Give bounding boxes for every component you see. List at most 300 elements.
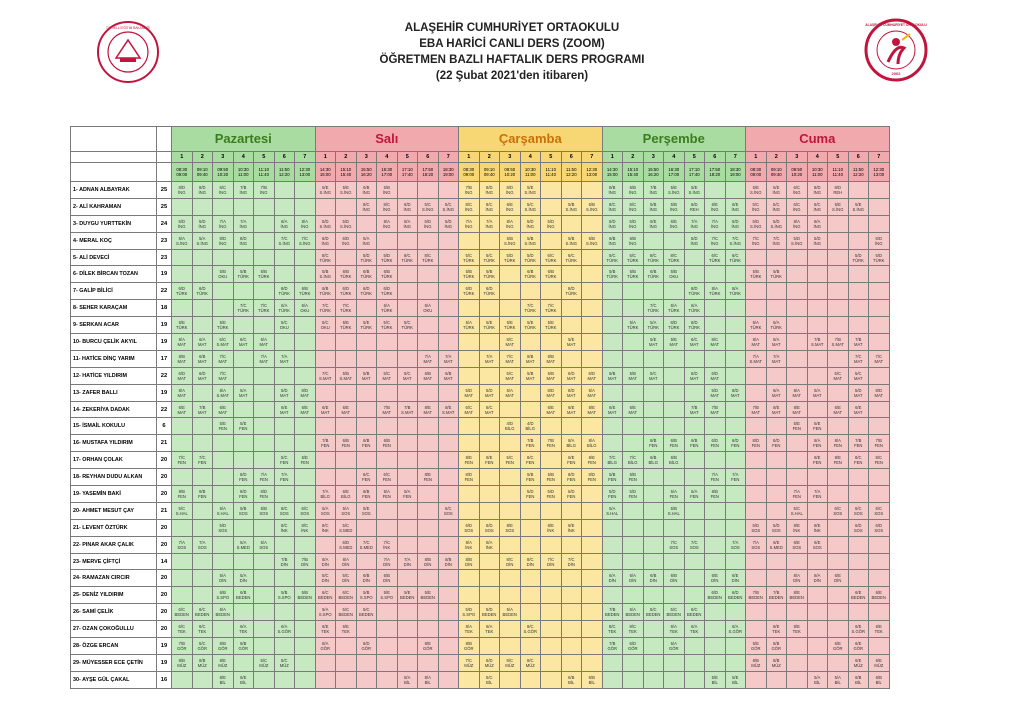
lesson-class: 5/B <box>568 235 575 241</box>
lesson-cell <box>746 182 767 199</box>
lesson-cell <box>336 536 357 553</box>
lesson-cell <box>869 215 890 232</box>
lesson-cell <box>705 486 726 503</box>
lesson-class: 7/A <box>691 218 698 224</box>
lesson-class: 8/A <box>219 387 226 393</box>
lesson-cell <box>459 350 480 367</box>
period-time <box>336 163 357 182</box>
lesson-cell <box>459 334 480 351</box>
lesson-cell <box>315 182 336 199</box>
lesson-subject: FEN <box>628 477 637 483</box>
lesson-class: 8/E <box>834 455 841 461</box>
lesson-subject: MÜZ <box>279 662 289 668</box>
lesson-class: 8/A <box>814 438 821 444</box>
lesson-cell <box>807 215 828 232</box>
lesson-cell <box>192 300 213 317</box>
lesson-subject: İNG <box>506 206 514 212</box>
lesson-cell <box>602 570 623 587</box>
lesson-class: 5/A <box>240 539 247 545</box>
lesson-cell <box>356 350 377 367</box>
lesson-subject: SOS <box>197 544 207 550</box>
lesson-cell <box>582 266 603 283</box>
lesson-cell <box>725 587 746 604</box>
lesson-cell <box>254 334 275 351</box>
lesson-cell <box>336 350 357 367</box>
lesson-class: 5/D <box>711 387 719 393</box>
lesson-cell <box>766 182 787 199</box>
lesson-cell <box>561 469 582 486</box>
lesson-cell <box>336 232 357 249</box>
lesson-class: 6/B <box>629 184 636 190</box>
lesson-cell <box>438 367 459 384</box>
lesson-subject: BİLG <box>525 426 536 432</box>
lesson-subject: TEK <box>690 629 699 635</box>
lesson-cell <box>315 604 336 621</box>
lesson-cell <box>377 604 398 621</box>
lesson-class: 7/C <box>772 235 780 241</box>
lesson-cell <box>766 334 787 351</box>
lesson-cell <box>725 249 746 266</box>
lesson-cell <box>848 553 869 570</box>
lesson-class: 6/D <box>854 522 862 528</box>
lesson-subject: MAT <box>710 392 720 398</box>
lesson-cell <box>828 418 849 435</box>
lesson-class: 6/C <box>280 505 288 511</box>
lesson-subject: GÖR <box>750 645 761 651</box>
lesson-class: 7/C <box>629 455 637 461</box>
lesson-subject: MAT <box>443 358 453 364</box>
teacher-row <box>71 182 890 199</box>
lesson-cell <box>233 570 254 587</box>
lesson-cell <box>213 283 234 300</box>
lesson-cell <box>172 654 193 671</box>
lesson-class: 5/E <box>363 320 370 326</box>
lesson-cell <box>479 300 500 317</box>
lesson-cell <box>500 604 521 621</box>
lesson-count: 25 <box>157 198 172 215</box>
lesson-cell <box>520 266 541 283</box>
lesson-cell <box>192 587 213 604</box>
lesson-subject: S.İNG <box>319 189 331 195</box>
lesson-cell <box>315 367 336 384</box>
lesson-cell <box>295 350 316 367</box>
lesson-cell <box>541 587 562 604</box>
lesson-class: 7/C <box>875 353 883 359</box>
lesson-cell <box>295 502 316 519</box>
lesson-cell <box>664 536 685 553</box>
lesson-cell <box>418 671 439 688</box>
lesson-class: 7/A <box>445 353 452 359</box>
lesson-cell <box>356 570 377 587</box>
lesson-cell <box>233 621 254 638</box>
lesson-subject: SOS <box>689 544 699 550</box>
lesson-cell <box>397 452 418 469</box>
lesson-subject: BİL <box>404 679 411 685</box>
teacher-name: 16- MUSTAFA YILDIRIM <box>71 435 157 452</box>
lesson-class: 5/E <box>650 336 657 342</box>
lesson-class: 8/E <box>814 522 821 528</box>
lesson-cell <box>602 401 623 418</box>
lesson-class: 5/D <box>198 218 206 224</box>
lesson-cell <box>705 418 726 435</box>
lesson-cell <box>705 621 726 638</box>
lesson-class: 8/D <box>506 184 514 190</box>
lesson-cell <box>356 604 377 621</box>
lesson-class: 7/A <box>240 218 247 224</box>
lesson-cell <box>192 621 213 638</box>
lesson-class: 7/C <box>198 455 206 461</box>
lesson-cell <box>172 182 193 199</box>
lesson-subject: MAT <box>751 341 761 347</box>
lesson-subject: S.HAL <box>216 510 229 516</box>
lesson-class: 8/E <box>793 624 800 630</box>
lesson-cell <box>705 519 726 536</box>
lesson-class: 6/E <box>875 624 882 630</box>
lesson-subject: BEDEN <box>707 595 722 601</box>
lesson-class: 5/E <box>568 336 575 342</box>
lesson-subject: FEN <box>854 460 863 466</box>
lesson-subject: TÜRK <box>401 257 413 263</box>
lesson-cell <box>582 334 603 351</box>
teacher-name: 14- ZEKERİYA DADAK <box>71 401 157 418</box>
lesson-cell <box>602 536 623 553</box>
lesson-cell <box>274 638 295 655</box>
lesson-class: 6/D <box>342 539 350 545</box>
corner-cell <box>71 152 157 163</box>
lesson-count: 22 <box>157 283 172 300</box>
lesson-cell <box>295 435 316 452</box>
lesson-subject: MAT <box>771 358 781 364</box>
lesson-cell <box>602 654 623 671</box>
lesson-cell <box>582 452 603 469</box>
lesson-subject: MAT <box>546 375 556 381</box>
lesson-cell <box>807 604 828 621</box>
lesson-count: 6 <box>157 418 172 435</box>
lesson-cell <box>213 486 234 503</box>
lesson-cell <box>315 232 336 249</box>
lesson-cell <box>233 283 254 300</box>
lesson-cell <box>295 334 316 351</box>
lesson-cell <box>459 452 480 469</box>
lesson-cell <box>725 401 746 418</box>
lesson-subject: BİLG <box>648 460 659 466</box>
lesson-cell <box>746 519 767 536</box>
lesson-subject: İNG <box>629 240 637 246</box>
lesson-cell <box>459 317 480 334</box>
lesson-subject: İNG <box>198 189 206 195</box>
lesson-cell <box>500 418 521 435</box>
lesson-cell <box>869 570 890 587</box>
lesson-cell <box>274 384 295 401</box>
lesson-class: 8/B <box>445 556 452 562</box>
lesson-cell <box>725 654 746 671</box>
subtitle-line: EBA HARİCİ CANLI DERS (ZOOM) <box>419 38 605 50</box>
time-end: 16:20 <box>360 172 372 177</box>
lesson-subject: S.GÖR <box>523 629 537 635</box>
lesson-subject: SOS <box>320 510 330 516</box>
lesson-count: 21 <box>157 435 172 452</box>
lesson-cell <box>172 232 193 249</box>
lesson-cell <box>438 452 459 469</box>
lesson-subject: REH <box>833 189 843 195</box>
lesson-class: 8/A <box>752 336 759 342</box>
lesson-class: 6/D <box>731 438 739 444</box>
lesson-cell <box>602 604 623 621</box>
lesson-class: 8/C <box>608 624 616 630</box>
lesson-cell <box>336 570 357 587</box>
time-start: 14:30 <box>319 167 331 172</box>
lesson-class: 8/D <box>198 184 206 190</box>
lesson-subject: TÜRK <box>709 257 721 263</box>
lesson-cell <box>397 502 418 519</box>
lesson-cell <box>746 350 767 367</box>
lesson-cell <box>213 570 234 587</box>
lesson-class: 6/D <box>403 201 411 207</box>
lesson-subject: SOS <box>874 510 884 516</box>
lesson-class: 8/A <box>281 218 288 224</box>
lesson-cell <box>787 266 808 283</box>
lesson-cell <box>725 536 746 553</box>
lesson-cell <box>520 198 541 215</box>
lesson-cell <box>459 536 480 553</box>
lesson-cell <box>479 519 500 536</box>
lesson-cell <box>479 283 500 300</box>
lesson-class: 6/E <box>855 657 862 663</box>
lesson-cell <box>274 215 295 232</box>
lesson-cell <box>664 401 685 418</box>
lesson-cell <box>459 621 480 638</box>
lesson-subject: SOS <box>853 510 863 516</box>
lesson-class: 6/D <box>711 590 719 596</box>
lesson-subject: TÜRK <box>422 257 434 263</box>
lesson-cell <box>848 570 869 587</box>
lesson-class: 8/E <box>793 522 800 528</box>
lesson-class: 7/B <box>752 404 759 410</box>
lesson-cell <box>623 638 644 655</box>
period-time <box>172 163 193 182</box>
period-time <box>315 163 336 182</box>
lesson-class: 5/E <box>486 320 493 326</box>
lesson-cell <box>397 232 418 249</box>
lesson-class: 7/B <box>691 404 698 410</box>
lesson-cell <box>848 384 869 401</box>
lesson-subject: İNG <box>772 206 780 212</box>
corner-cell <box>157 152 172 163</box>
lesson-subject: İNK <box>383 544 391 550</box>
lesson-cell <box>315 519 336 536</box>
lesson-cell <box>377 519 398 536</box>
lesson-subject: GÖR <box>607 645 618 651</box>
lesson-cell <box>807 317 828 334</box>
lesson-subject: TEK <box>485 629 494 635</box>
period-time <box>643 163 664 182</box>
lesson-subject: DİN <box>793 578 801 584</box>
lesson-subject: MAT <box>566 341 576 347</box>
time-end: 15:40 <box>627 172 639 177</box>
lesson-cell <box>787 486 808 503</box>
lesson-subject: SOS <box>464 527 474 533</box>
lesson-cell <box>459 654 480 671</box>
lesson-cell <box>418 401 439 418</box>
lesson-cell <box>807 536 828 553</box>
period-time <box>541 163 562 182</box>
lesson-cell <box>274 452 295 469</box>
lesson-cell <box>254 570 275 587</box>
lesson-cell <box>746 452 767 469</box>
lesson-subject: MAT <box>525 375 535 381</box>
lesson-class: 5/D <box>383 252 391 258</box>
lesson-subject: FEN <box>874 460 883 466</box>
lesson-subject: FEN <box>526 443 535 449</box>
time-start: 17:10 <box>401 167 413 172</box>
lesson-cell <box>807 384 828 401</box>
lesson-cell <box>787 435 808 452</box>
lesson-count: 23 <box>157 232 172 249</box>
lesson-subject: FEN <box>239 477 248 483</box>
lesson-cell <box>869 671 890 688</box>
lesson-cell <box>254 486 275 503</box>
lesson-cell <box>397 435 418 452</box>
lesson-subject: İNG <box>772 189 780 195</box>
lesson-subject: FEN <box>259 477 268 483</box>
lesson-subject: GÖR <box>176 645 187 651</box>
lesson-cell <box>807 182 828 199</box>
lesson-cell <box>418 266 439 283</box>
lesson-cell <box>397 486 418 503</box>
lesson-cell <box>479 536 500 553</box>
lesson-subject: SOS <box>259 510 269 516</box>
lesson-class: 7/A <box>752 539 759 545</box>
lesson-cell <box>254 215 275 232</box>
lesson-cell <box>397 198 418 215</box>
lesson-cell <box>377 486 398 503</box>
teacher-name: 9- SERKAN ACAR <box>71 317 157 334</box>
lesson-subject: MAT <box>279 409 289 415</box>
lesson-cell <box>848 536 869 553</box>
lesson-subject: FEN <box>567 460 576 466</box>
lesson-cell <box>684 418 705 435</box>
lesson-cell <box>561 418 582 435</box>
lesson-cell <box>869 367 890 384</box>
lesson-class: 6/B <box>650 455 657 461</box>
lesson-cell <box>664 638 685 655</box>
lesson-cell <box>684 401 705 418</box>
lesson-subject: MAT <box>546 392 556 398</box>
lesson-class: 8/E <box>568 522 575 528</box>
period-time <box>623 163 644 182</box>
lesson-subject: S.SPO <box>380 595 394 601</box>
lesson-cell <box>664 587 685 604</box>
lesson-cell <box>418 604 439 621</box>
lesson-cell <box>356 300 377 317</box>
lesson-subject: MAT <box>566 392 576 398</box>
period-time <box>192 163 213 182</box>
lesson-cell <box>438 350 459 367</box>
lesson-cell <box>828 587 849 604</box>
lesson-cell <box>274 249 295 266</box>
lesson-cell <box>213 266 234 283</box>
lesson-cell <box>172 283 193 300</box>
period-time <box>479 163 500 182</box>
lesson-cell <box>541 452 562 469</box>
lesson-class: 5/B <box>588 235 595 241</box>
lesson-subject: FEN <box>813 426 822 432</box>
lesson-cell <box>213 249 234 266</box>
lesson-class: 6/E <box>855 590 862 596</box>
lesson-cell <box>541 604 562 621</box>
lesson-subject: MAT <box>853 409 863 415</box>
time-start: 12:30 <box>586 167 598 172</box>
period-number: 2 <box>623 152 644 163</box>
lesson-cell <box>520 249 541 266</box>
lesson-class: 5/A <box>588 387 595 393</box>
lesson-cell <box>377 249 398 266</box>
lesson-cell <box>766 671 787 688</box>
lesson-subject: MAT <box>464 392 474 398</box>
lesson-class: 6/B <box>342 269 349 275</box>
lesson-cell <box>438 182 459 199</box>
lesson-cell <box>315 654 336 671</box>
teacher-row <box>71 587 890 604</box>
lesson-cell <box>664 502 685 519</box>
lesson-subject: BİLG <box>668 460 679 466</box>
lesson-cell <box>828 198 849 215</box>
lesson-cell <box>315 638 336 655</box>
lesson-cell <box>807 654 828 671</box>
lesson-class: 5/D <box>629 218 637 224</box>
lesson-cell <box>397 570 418 587</box>
lesson-cell <box>479 367 500 384</box>
lesson-cell <box>315 300 336 317</box>
lesson-class: 8/A <box>301 218 308 224</box>
lesson-class: 6/E <box>855 624 862 630</box>
lesson-subject: TÜRK <box>360 257 372 263</box>
lesson-class: 6/B <box>670 438 677 444</box>
period-time <box>438 163 459 182</box>
lesson-cell <box>438 536 459 553</box>
lesson-cell <box>828 401 849 418</box>
lesson-cell <box>561 401 582 418</box>
lesson-subject: İNG <box>239 223 247 229</box>
lesson-cell <box>336 502 357 519</box>
lesson-count: 21 <box>157 502 172 519</box>
lesson-cell <box>295 553 316 570</box>
teacher-name: 10- BURCU ÇELİK AKYIL <box>71 334 157 351</box>
teacher-row <box>71 418 890 435</box>
lesson-subject: FEN <box>854 443 863 449</box>
lesson-cell <box>418 384 439 401</box>
lesson-cell <box>418 654 439 671</box>
lesson-class: 5/B <box>629 472 636 478</box>
lesson-class: 6/D <box>875 235 883 241</box>
lesson-cell <box>643 384 664 401</box>
lesson-cell <box>582 519 603 536</box>
lesson-cell <box>623 350 644 367</box>
lesson-count: 19 <box>157 638 172 655</box>
lesson-subject: MAT <box>874 358 884 364</box>
lesson-subject: MÜZ <box>259 662 269 668</box>
lesson-class: 8/A <box>773 387 780 393</box>
period-time <box>602 163 623 182</box>
lesson-cell <box>807 519 828 536</box>
lesson-class: 5/C <box>752 201 760 207</box>
lesson-cell <box>438 418 459 435</box>
lesson-subject: İNG <box>731 206 739 212</box>
lesson-subject: TÜRK <box>668 325 680 331</box>
lesson-cell <box>643 638 664 655</box>
lesson-class: 6/A <box>732 624 739 630</box>
lesson-subject: DİN <box>567 561 575 567</box>
